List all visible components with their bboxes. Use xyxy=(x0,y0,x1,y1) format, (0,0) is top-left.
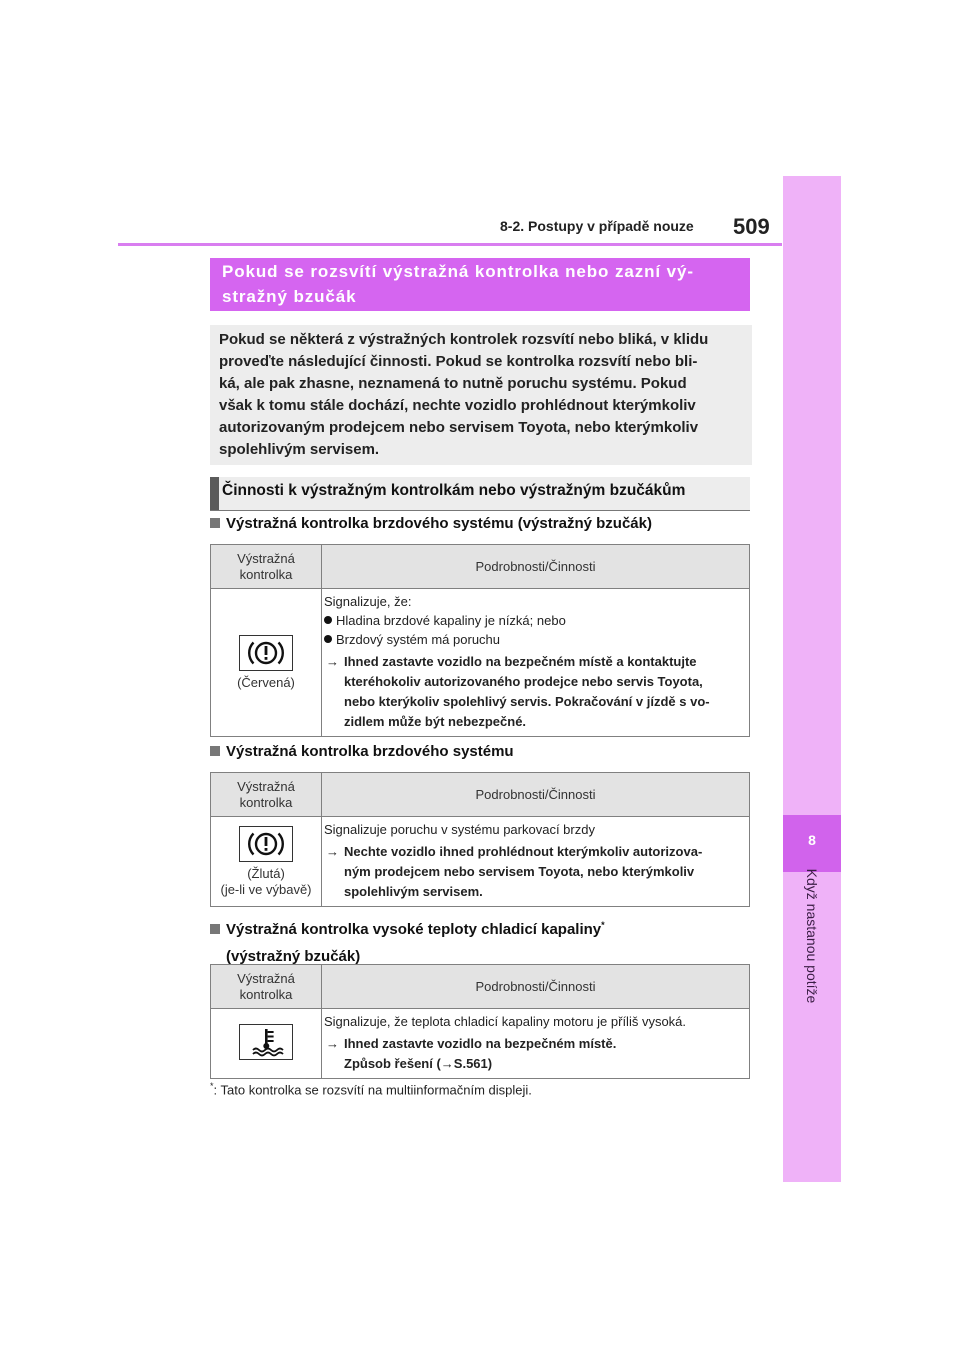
header-text: Výstražná xyxy=(237,550,295,566)
footnote-mark: * xyxy=(210,1081,214,1091)
header-cell-details: Podrobnosti/Činnosti xyxy=(322,773,750,817)
header-text: Výstražná xyxy=(237,778,295,794)
bullet-text: Brzdový systém má poruchu xyxy=(336,632,501,647)
action-line: Ihned zastavte vozidlo na bezpečném místě a kontaktujte xyxy=(344,654,697,669)
warning-heading xyxy=(210,743,514,760)
chapter-label: Když nastanou potíže xyxy=(804,868,820,1004)
header-cell-details: Podrobnosti/Činnosti xyxy=(322,545,750,589)
section-title-line: stražný bzučák xyxy=(222,287,357,306)
action-line: ným prodejcem nebo servisem Toyota, nebo kterýmkoliv xyxy=(344,864,695,879)
action-line xyxy=(344,1054,616,1074)
header-cell-indicator xyxy=(211,773,322,817)
action-line: kteréhokoliv autorizovaného prodejce nebo servis Toyota, xyxy=(344,674,703,689)
action-line: Nechte vozidlo ihned prohlédnout kterýmkoliv autorizova- xyxy=(344,844,703,859)
page-reference-link[interactable]: S.561) xyxy=(453,1056,493,1071)
intro-line: proveďte následující činnosti. Pokud se kontrolka rozsvítí nebo bli- xyxy=(219,353,698,370)
intro-line: spolehlivým servisem. xyxy=(219,441,380,458)
header-cell-details: Podrobnosti/Činnosti xyxy=(322,965,750,1009)
square-bullet-icon xyxy=(210,518,220,528)
bullet-item xyxy=(324,611,749,630)
arrow-icon: → xyxy=(326,654,339,669)
header-cell-indicator xyxy=(211,545,322,589)
header-rule xyxy=(118,243,782,246)
arrow-icon: → xyxy=(326,1036,339,1051)
intro-box xyxy=(210,325,752,465)
chapter-number: 8 xyxy=(808,832,816,848)
intro-line: však k tomu stále dochází, nechte vozidlo prohlédnout kterýmkoliv xyxy=(219,397,696,414)
action-block xyxy=(324,842,749,902)
indicator-color-label: (Červená) xyxy=(237,674,295,690)
warning-heading xyxy=(210,515,652,532)
action-block xyxy=(324,652,749,732)
arrow-icon: → xyxy=(440,1056,454,1071)
indicator-note: (je-li ve výbavě) xyxy=(220,881,312,897)
coolant-temperature-icon xyxy=(239,1024,293,1060)
details-intro: Signalizuje poruchu v systému parkovací brzdy xyxy=(324,822,595,837)
arrow-icon: → xyxy=(326,844,339,859)
details-intro: Signalizuje, že: xyxy=(324,594,412,609)
indicator-color-label: (Žlutá) xyxy=(247,865,285,881)
action-text: Způsob řešení ( xyxy=(344,1056,441,1071)
bullet-item xyxy=(324,630,749,649)
action-line: spolehlivým servisem. xyxy=(344,884,483,899)
details-cell xyxy=(322,1009,750,1079)
intro-line: ká, ale pak zhasne, neznamená to nutně poruchu systému. Pokud xyxy=(219,375,687,392)
footnote xyxy=(210,1081,532,1097)
brake-warning-icon xyxy=(239,826,293,862)
subsection-title-bar xyxy=(210,477,219,510)
warning-heading-text: Výstražná kontrolka brzdového systému xyxy=(226,743,514,760)
subsection-title: Činnosti k výstražným kontrolkám nebo výstražným bzučákům xyxy=(222,482,686,499)
warning-heading-text: Výstražná kontrolka vysoké teploty chladicí kapaliny xyxy=(226,921,602,938)
warning-heading-text: (výstražný bzučák) xyxy=(226,948,361,965)
header-cell-indicator xyxy=(211,965,322,1009)
action-line: zidlem může být nebezpečné. xyxy=(344,714,527,729)
footnote-text: : Tato kontrolka se rozsvítí na multiinformačním displeji. xyxy=(213,1082,532,1098)
chapter-side-tab xyxy=(783,176,841,1182)
running-header-section: 8-2. Postupy v případě nouze xyxy=(500,218,694,234)
bullet-text: Hladina brzdové kapaliny je nízká; nebo xyxy=(336,613,566,628)
indicator-cell xyxy=(211,1009,322,1079)
warning-heading xyxy=(210,912,605,970)
bullet-dot-icon xyxy=(324,616,332,624)
header-text: Výstražná xyxy=(237,970,295,986)
warning-table xyxy=(210,544,750,737)
intro-line: autorizovaným prodejcem nebo servisem Toyota, nebo kterýmkoliv xyxy=(219,419,699,436)
brake-warning-icon xyxy=(239,635,293,671)
details-intro: Signalizuje, že teplota chladicí kapaliny motoru je příliš vysoká. xyxy=(324,1014,687,1029)
header-text: kontrolka xyxy=(239,794,293,810)
header-text: kontrolka xyxy=(239,986,293,1002)
bullet-dot-icon xyxy=(324,635,332,643)
action-line: Ihned zastavte vozidlo na bezpečném místě. xyxy=(344,1036,617,1051)
details-cell xyxy=(322,817,750,907)
section-title-line: Pokud se rozsvítí výstražná kontrolka nebo zazní vý- xyxy=(222,262,694,281)
page-number: 509 xyxy=(733,214,770,239)
details-cell xyxy=(322,589,750,737)
section-title xyxy=(210,258,750,311)
square-bullet-icon xyxy=(210,924,220,934)
square-bullet-icon xyxy=(210,746,220,756)
indicator-cell xyxy=(211,817,322,907)
warning-table xyxy=(210,964,750,1079)
header-text: kontrolka xyxy=(239,566,293,582)
indicator-cell xyxy=(211,589,322,737)
intro-line: Pokud se některá z výstražných kontrolek rozsvítí nebo bliká, v klidu xyxy=(219,331,709,348)
action-line: nebo kterýkoliv spolehlivý servis. Pokračování v jízdě s vo- xyxy=(344,694,710,709)
warning-table xyxy=(210,772,750,907)
warning-heading-text: Výstražná kontrolka brzdového systému (výstražný bzučák) xyxy=(226,515,652,532)
action-block xyxy=(324,1034,749,1074)
footnote-mark: * xyxy=(601,920,605,930)
